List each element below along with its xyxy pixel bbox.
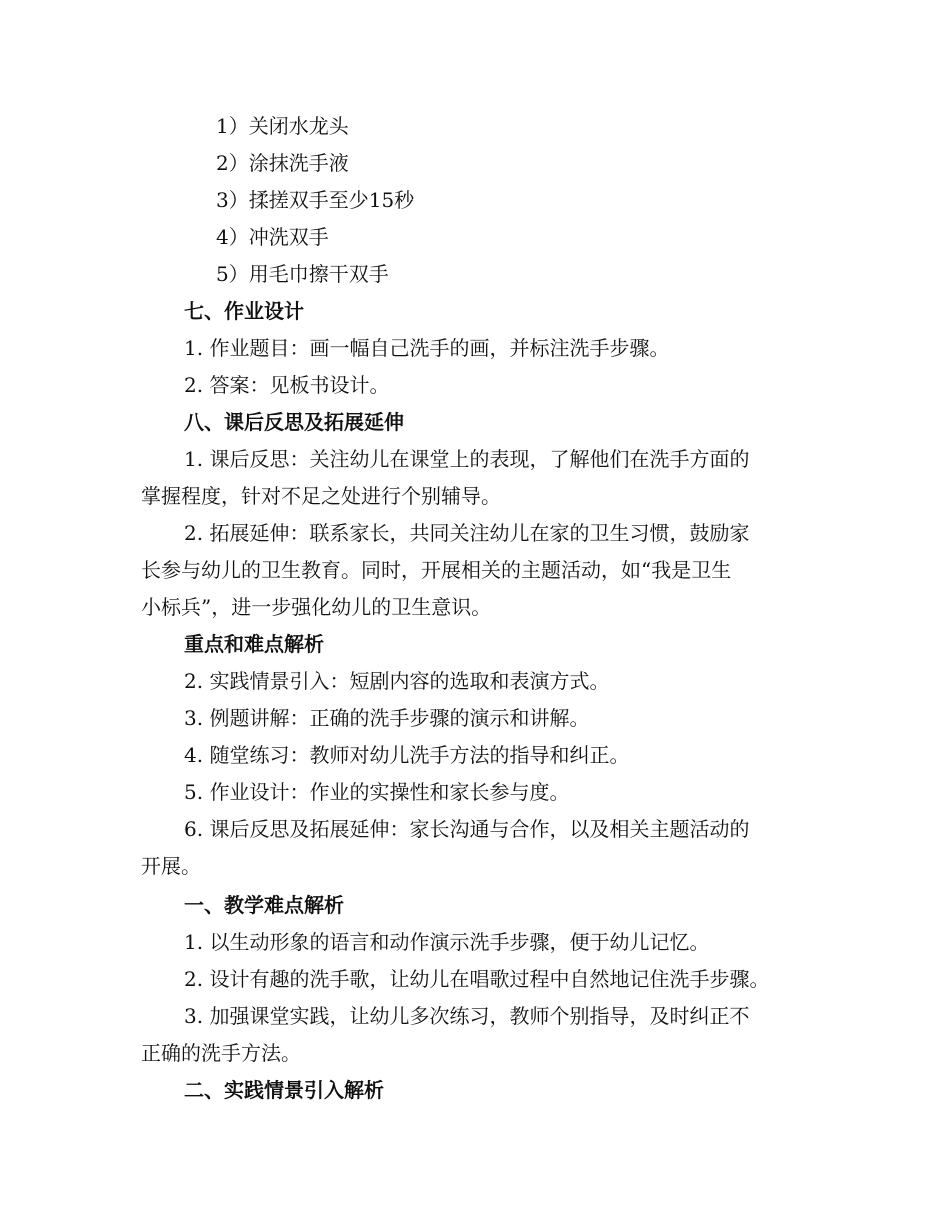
paragraph-line: 小标兵”，进一步强化幼儿的卫生意识。 xyxy=(141,595,492,619)
paragraph-line: 3. 加强课堂实践，让幼儿多次练习，教师个别指导，及时纠正不 xyxy=(184,1004,750,1028)
section-heading: 重点和难点解析 xyxy=(184,632,324,656)
list-item: 2. 答案：见板书设计。 xyxy=(184,373,390,397)
paragraph-line: 2. 拓展延伸：联系家长，共同关注幼儿在家的卫生习惯，鼓励家 xyxy=(184,521,750,545)
section-heading: 八、课后反思及拓展延伸 xyxy=(184,410,404,434)
paragraph-line: 开展。 xyxy=(141,854,201,878)
section-heading: 七、作业设计 xyxy=(184,299,304,323)
list-item: 1. 以生动形象的语言和动作演示洗手步骤，便于幼儿记忆。 xyxy=(184,930,710,954)
step-item: 5）用毛巾擦干双手 xyxy=(216,262,389,286)
list-item: 2. 实践情景引入：短剧内容的选取和表演方式。 xyxy=(184,669,610,693)
list-item: 5. 作业设计：作业的实操性和家长参与度。 xyxy=(184,780,570,804)
paragraph-line: 1. 课后反思：关注幼儿在课堂上的表现，了解他们在洗手方面的 xyxy=(184,447,750,471)
step-item: 3）揉搓双手至少15秒 xyxy=(216,188,415,212)
step-item: 2）涂抹洗手液 xyxy=(216,151,349,175)
paragraph-line: 长参与幼儿的卫生教育。同时，开展相关的主题活动，如“我是卫生 xyxy=(141,558,732,582)
step-item: 4）冲洗双手 xyxy=(216,225,329,249)
step-item: 1）关闭水龙头 xyxy=(216,114,349,138)
paragraph-line: 掌握程度，针对不足之处进行个别辅导。 xyxy=(141,484,501,508)
list-item: 2. 设计有趣的洗手歌，让幼儿在唱歌过程中自然地记住洗手步骤。 xyxy=(184,967,770,991)
section-heading: 一、教学难点解析 xyxy=(184,893,344,917)
list-item: 3. 例题讲解：正确的洗手步骤的演示和讲解。 xyxy=(184,706,590,730)
section-heading: 二、实践情景引入解析 xyxy=(184,1078,384,1102)
list-item: 4. 随堂练习：教师对幼儿洗手方法的指导和纠正。 xyxy=(184,743,630,767)
list-item: 1. 作业题目：画一幅自己洗手的画，并标注洗手步骤。 xyxy=(184,336,670,360)
paragraph-line: 6. 课后反思及拓展延伸：家长沟通与合作，以及相关主题活动的 xyxy=(184,817,750,841)
paragraph-line: 正确的洗手方法。 xyxy=(141,1041,301,1065)
